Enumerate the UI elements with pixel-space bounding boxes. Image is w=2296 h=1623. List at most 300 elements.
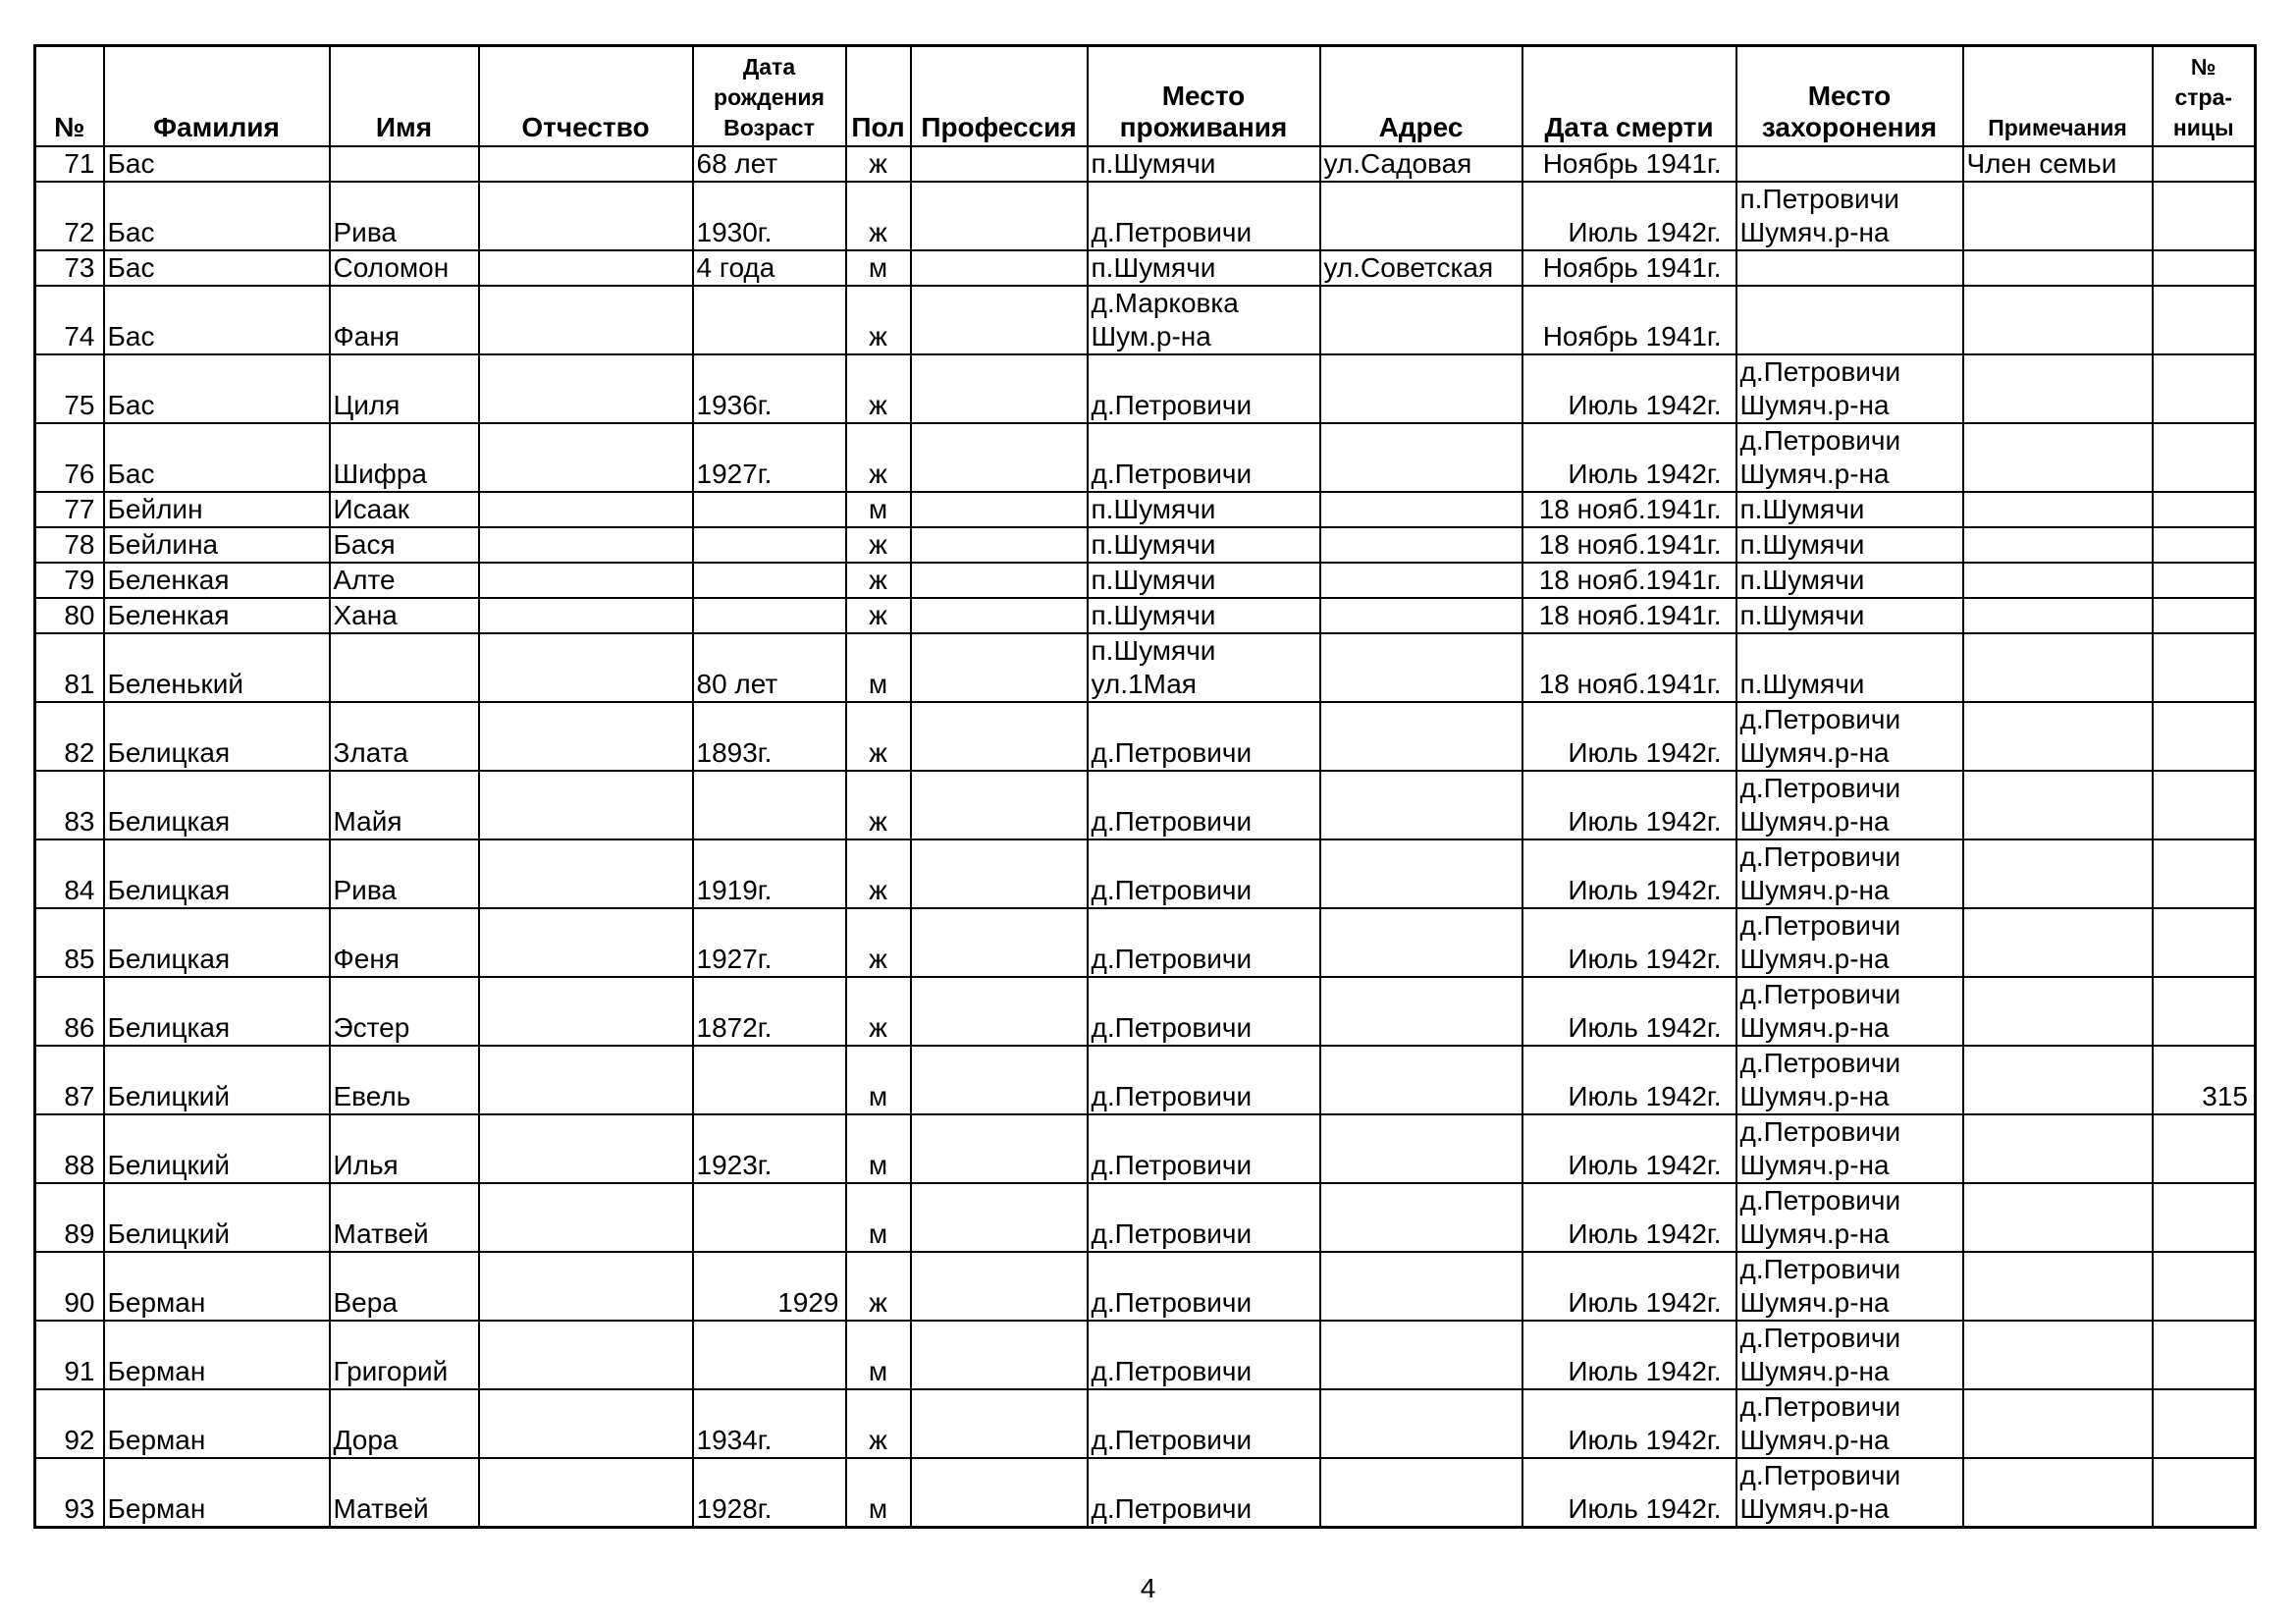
cell-patronymic [479, 354, 693, 423]
cell-address [1320, 354, 1522, 423]
table-row [35, 1252, 2256, 1321]
cell-patronymic [479, 598, 693, 633]
cell-patronymic [479, 1321, 693, 1389]
cell-surname: Бейлин [104, 492, 330, 527]
cell-notes [1963, 633, 2153, 702]
table-row [35, 839, 2256, 908]
cell-residence [1088, 1252, 1320, 1321]
table-row [35, 598, 2256, 633]
cell-page [2153, 1389, 2256, 1458]
cell-sex: ж [846, 527, 911, 563]
cell-page [2153, 146, 2256, 182]
cell-burial-line: Шумяч.р-на [1739, 806, 1890, 837]
table-row [35, 908, 2256, 977]
cell-burial [1736, 598, 1963, 633]
cell-address: ул.Советская [1320, 250, 1522, 286]
header-profession: Профессия [911, 46, 1088, 147]
cell-birth [693, 598, 846, 633]
cell-name: Хана [330, 598, 479, 633]
table-row [35, 1183, 2256, 1252]
cell-num: 74 [35, 286, 104, 354]
cell-burial [1736, 702, 1963, 771]
cell-sex: м [846, 633, 911, 702]
header-notes: Примечания [1963, 46, 2153, 147]
cell-birth [693, 1183, 846, 1252]
cell-patronymic [479, 977, 693, 1046]
cell-patronymic [479, 1183, 693, 1252]
cell-address [1320, 1389, 1522, 1458]
cell-profession [911, 492, 1088, 527]
cell-profession [911, 146, 1088, 182]
cell-residence-line: п.Шумячи [1091, 565, 1216, 595]
cell-burial-line: п.Шумячи [1739, 600, 1865, 630]
cell-burial [1736, 182, 1963, 250]
cell-patronymic [479, 1114, 693, 1183]
cell-death-date: 18 нояб.1941г. [1522, 527, 1736, 563]
cell-burial-line: Шумяч.р-на [1739, 217, 1890, 247]
cell-page [2153, 633, 2256, 702]
cell-page [2153, 598, 2256, 633]
cell-surname: Бейлина [104, 527, 330, 563]
cell-surname: Белицкий [104, 1046, 330, 1114]
cell-profession [911, 1183, 1088, 1252]
cell-address [1320, 771, 1522, 839]
cell-burial-line: п.Шумячи [1739, 529, 1865, 560]
cell-death-date: Июль 1942г. [1522, 839, 1736, 908]
cell-sex: м [846, 1046, 911, 1114]
cell-sex: ж [846, 598, 911, 633]
cell-birth: 1919г. [693, 839, 846, 908]
cell-sex: ж [846, 423, 911, 492]
cell-num: 71 [35, 146, 104, 182]
table-row [35, 354, 2256, 423]
cell-birth: 1928г. [693, 1458, 846, 1528]
cell-notes [1963, 908, 2153, 977]
cell-residence [1088, 1321, 1320, 1389]
cell-num: 79 [35, 563, 104, 598]
cell-sex: ж [846, 908, 911, 977]
cell-sex: м [846, 1183, 911, 1252]
cell-burial-line: п.Петровичи [1739, 184, 1899, 214]
cell-patronymic [479, 182, 693, 250]
cell-num: 76 [35, 423, 104, 492]
cell-notes [1963, 1252, 2153, 1321]
cell-notes [1963, 423, 2153, 492]
cell-address [1320, 563, 1522, 598]
cell-name [330, 146, 479, 182]
header-num: № [35, 46, 104, 147]
cell-page [2153, 1458, 2256, 1528]
cell-residence [1088, 1389, 1320, 1458]
cell-burial [1736, 771, 1963, 839]
header-birth: Дата рождения Возраст [693, 46, 846, 147]
cell-residence-line: п.Шумячи [1091, 252, 1216, 283]
cell-residence [1088, 771, 1320, 839]
cell-name: Илья [330, 1114, 479, 1183]
cell-residence [1088, 423, 1320, 492]
cell-name: Исаак [330, 492, 479, 527]
cell-page [2153, 908, 2256, 977]
cell-residence-line: д.Марковка [1091, 288, 1239, 318]
cell-surname: Бас [104, 354, 330, 423]
cell-burial-line: п.Шумячи [1739, 494, 1865, 524]
cell-page [2153, 563, 2256, 598]
cell-name: Соломон [330, 250, 479, 286]
cell-burial [1736, 1458, 1963, 1528]
cell-residence [1088, 286, 1320, 354]
cell-birth [693, 563, 846, 598]
cell-birth [693, 1046, 846, 1114]
cell-notes [1963, 527, 2153, 563]
cell-name: Матвей [330, 1183, 479, 1252]
cell-residence-line: д.Петровичи [1091, 1287, 1253, 1318]
cell-residence [1088, 250, 1320, 286]
cell-sex: м [846, 1321, 911, 1389]
cell-name: Бася [330, 527, 479, 563]
cell-residence [1088, 633, 1320, 702]
cell-surname: Бас [104, 146, 330, 182]
cell-burial [1736, 146, 1963, 182]
cell-address [1320, 839, 1522, 908]
cell-surname: Бас [104, 286, 330, 354]
cell-residence-line: д.Петровичи [1091, 944, 1253, 974]
cell-death-date: Июль 1942г. [1522, 1114, 1736, 1183]
cell-address [1320, 598, 1522, 633]
cell-sex: ж [846, 839, 911, 908]
header-pages: № стра- ницы [2153, 46, 2256, 147]
cell-surname: Берман [104, 1252, 330, 1321]
cell-profession [911, 1458, 1088, 1528]
cell-surname: Берман [104, 1389, 330, 1458]
cell-notes [1963, 250, 2153, 286]
cell-birth: 68 лет [693, 146, 846, 182]
cell-residence [1088, 1114, 1320, 1183]
cell-surname: Беленкая [104, 563, 330, 598]
cell-num: 82 [35, 702, 104, 771]
cell-profession [911, 771, 1088, 839]
cell-profession [911, 1046, 1088, 1114]
header-sex: Пол [846, 46, 911, 147]
cell-birth: 1934г. [693, 1389, 846, 1458]
header-residence: Место проживания [1088, 46, 1320, 147]
cell-name: Дора [330, 1389, 479, 1458]
table-body [35, 146, 2256, 1528]
cell-residence [1088, 839, 1320, 908]
cell-notes [1963, 702, 2153, 771]
cell-notes [1963, 1114, 2153, 1183]
cell-patronymic [479, 1458, 693, 1528]
cell-address [1320, 1183, 1522, 1252]
cell-birth [693, 286, 846, 354]
cell-burial-line: д.Петровичи [1739, 1323, 1901, 1353]
cell-name: Шифра [330, 423, 479, 492]
cell-patronymic [479, 527, 693, 563]
cell-surname: Беленький [104, 633, 330, 702]
cell-num: 93 [35, 1458, 104, 1528]
victims-table [33, 44, 2257, 1529]
cell-page [2153, 1321, 2256, 1389]
cell-death-date: Июль 1942г. [1522, 1046, 1736, 1114]
table-row [35, 977, 2256, 1046]
cell-num: 90 [35, 1252, 104, 1321]
cell-notes [1963, 286, 2153, 354]
cell-burial [1736, 1321, 1963, 1389]
cell-burial [1736, 423, 1963, 492]
cell-num: 83 [35, 771, 104, 839]
cell-sex: ж [846, 146, 911, 182]
cell-page [2153, 354, 2256, 423]
cell-residence-line: д.Петровичи [1091, 390, 1253, 420]
table-row [35, 492, 2256, 527]
cell-burial [1736, 250, 1963, 286]
cell-sex: ж [846, 702, 911, 771]
cell-profession [911, 839, 1088, 908]
table-row [35, 1046, 2256, 1114]
cell-profession [911, 423, 1088, 492]
cell-sex: ж [846, 1389, 911, 1458]
cell-burial-line: д.Петровичи [1739, 356, 1901, 387]
cell-birth: 80 лет [693, 633, 846, 702]
cell-name: Евель [330, 1046, 479, 1114]
cell-num: 75 [35, 354, 104, 423]
cell-notes [1963, 1458, 2153, 1528]
cell-death-date: 18 нояб.1941г. [1522, 563, 1736, 598]
cell-burial-line: д.Петровичи [1739, 1460, 1901, 1490]
cell-name: Рива [330, 839, 479, 908]
cell-page: 315 [2153, 1046, 2256, 1114]
cell-name: Циля [330, 354, 479, 423]
cell-num: 77 [35, 492, 104, 527]
cell-sex: м [846, 1114, 911, 1183]
table-row [35, 423, 2256, 492]
cell-profession [911, 1389, 1088, 1458]
cell-burial [1736, 563, 1963, 598]
table-row [35, 633, 2256, 702]
cell-residence [1088, 702, 1320, 771]
cell-death-date: Ноябрь 1941г. [1522, 250, 1736, 286]
cell-residence [1088, 563, 1320, 598]
cell-num: 81 [35, 633, 104, 702]
header-address: Адрес [1320, 46, 1522, 147]
cell-num: 78 [35, 527, 104, 563]
cell-death-date: Июль 1942г. [1522, 354, 1736, 423]
cell-address [1320, 423, 1522, 492]
cell-burial-line: Шумяч.р-на [1739, 1493, 1890, 1524]
cell-page [2153, 492, 2256, 527]
cell-birth: 1927г. [693, 423, 846, 492]
cell-birth [693, 1321, 846, 1389]
cell-birth: 1927г. [693, 908, 846, 977]
cell-notes [1963, 1046, 2153, 1114]
cell-patronymic [479, 492, 693, 527]
cell-surname: Белицкая [104, 908, 330, 977]
cell-birth: 1936г. [693, 354, 846, 423]
cell-num: 86 [35, 977, 104, 1046]
cell-notes [1963, 1321, 2153, 1389]
cell-num: 84 [35, 839, 104, 908]
cell-num: 87 [35, 1046, 104, 1114]
table-row [35, 146, 2256, 182]
cell-birth: 1872г. [693, 977, 846, 1046]
cell-patronymic [479, 1252, 693, 1321]
cell-burial [1736, 1252, 1963, 1321]
cell-notes [1963, 354, 2153, 423]
cell-sex: ж [846, 182, 911, 250]
cell-burial-line: Шумяч.р-на [1739, 390, 1890, 420]
cell-sex: м [846, 250, 911, 286]
cell-surname: Белицкая [104, 702, 330, 771]
cell-address [1320, 492, 1522, 527]
cell-residence [1088, 1183, 1320, 1252]
cell-burial-line: п.Шумячи [1739, 565, 1865, 595]
cell-residence-line: д.Петровичи [1091, 806, 1253, 837]
cell-burial [1736, 527, 1963, 563]
cell-page [2153, 250, 2256, 286]
cell-page [2153, 423, 2256, 492]
cell-name: Майя [330, 771, 479, 839]
cell-surname: Белицкая [104, 977, 330, 1046]
cell-residence-line: д.Петровичи [1091, 1012, 1253, 1043]
cell-burial [1736, 839, 1963, 908]
cell-residence-line: п.Шумячи [1091, 600, 1216, 630]
cell-num: 73 [35, 250, 104, 286]
cell-birth: 1893г. [693, 702, 846, 771]
table-row [35, 1458, 2256, 1528]
cell-death-date: Июль 1942г. [1522, 977, 1736, 1046]
cell-surname: Берман [104, 1321, 330, 1389]
cell-death-date: Июль 1942г. [1522, 1252, 1736, 1321]
cell-residence [1088, 1046, 1320, 1114]
cell-residence-line: д.Петровичи [1091, 1493, 1253, 1524]
cell-page [2153, 1252, 2256, 1321]
cell-burial-line: д.Петровичи [1739, 1116, 1901, 1147]
cell-residence [1088, 492, 1320, 527]
cell-page [2153, 182, 2256, 250]
cell-sex: м [846, 1458, 911, 1528]
table-row [35, 182, 2256, 250]
cell-profession [911, 977, 1088, 1046]
cell-residence-line: ул.1Мая [1091, 669, 1197, 699]
cell-profession [911, 598, 1088, 633]
cell-residence-line: п.Шумячи [1091, 635, 1216, 666]
cell-address [1320, 1321, 1522, 1389]
cell-burial [1736, 1114, 1963, 1183]
cell-residence [1088, 977, 1320, 1046]
cell-residence [1088, 598, 1320, 633]
table-row [35, 1321, 2256, 1389]
cell-surname: Берман [104, 1458, 330, 1528]
header-death: Дата смерти [1522, 46, 1736, 147]
cell-name: Фаня [330, 286, 479, 354]
cell-patronymic [479, 633, 693, 702]
header-patronymic: Отчество [479, 46, 693, 147]
cell-notes [1963, 1389, 2153, 1458]
cell-name: Рива [330, 182, 479, 250]
cell-page [2153, 839, 2256, 908]
cell-num: 72 [35, 182, 104, 250]
cell-burial-line: д.Петровичи [1739, 1254, 1901, 1284]
cell-name: Алте [330, 563, 479, 598]
cell-profession [911, 182, 1088, 250]
cell-death-date: Июль 1942г. [1522, 1458, 1736, 1528]
cell-residence-line: д.Петровичи [1091, 1218, 1253, 1249]
cell-name: Вера [330, 1252, 479, 1321]
table-row [35, 1389, 2256, 1458]
cell-notes [1963, 1183, 2153, 1252]
cell-residence-line: д.Петровичи [1091, 875, 1253, 905]
cell-birth [693, 492, 846, 527]
cell-burial [1736, 1046, 1963, 1114]
cell-sex: м [846, 492, 911, 527]
cell-burial-line: п.Шумячи [1739, 669, 1865, 699]
cell-num: 88 [35, 1114, 104, 1183]
table-row [35, 1114, 2256, 1183]
cell-name: Злата [330, 702, 479, 771]
cell-burial [1736, 1183, 1963, 1252]
cell-burial-line: Шумяч.р-на [1739, 459, 1890, 489]
cell-death-date: Июль 1942г. [1522, 1321, 1736, 1389]
cell-sex: ж [846, 977, 911, 1046]
cell-name: Матвей [330, 1458, 479, 1528]
cell-burial-line: д.Петровичи [1739, 841, 1901, 872]
cell-name: Феня [330, 908, 479, 977]
cell-residence-line: п.Шумячи [1091, 148, 1216, 179]
cell-address [1320, 527, 1522, 563]
page-number: 4 [1140, 1573, 1156, 1603]
cell-residence [1088, 354, 1320, 423]
cell-num: 85 [35, 908, 104, 977]
cell-burial-line: Шумяч.р-на [1739, 1218, 1890, 1249]
table-row [35, 702, 2256, 771]
cell-burial-line: д.Петровичи [1739, 979, 1901, 1009]
cell-burial-line: Шумяч.р-на [1739, 1081, 1890, 1111]
cell-address [1320, 286, 1522, 354]
cell-page [2153, 286, 2256, 354]
cell-burial [1736, 286, 1963, 354]
cell-address [1320, 1046, 1522, 1114]
cell-burial-line: Шумяч.р-на [1739, 1012, 1890, 1043]
cell-death-date: Июль 1942г. [1522, 423, 1736, 492]
cell-death-date: Июль 1942г. [1522, 908, 1736, 977]
cell-burial-line: Шумяч.р-на [1739, 1356, 1890, 1386]
cell-death-date: Июль 1942г. [1522, 1389, 1736, 1458]
cell-death-date: Ноябрь 1941г. [1522, 286, 1736, 354]
cell-patronymic [479, 1046, 693, 1114]
cell-page [2153, 1114, 2256, 1183]
cell-notes [1963, 977, 2153, 1046]
cell-page [2153, 1183, 2256, 1252]
cell-profession [911, 250, 1088, 286]
cell-sex: ж [846, 771, 911, 839]
cell-patronymic [479, 146, 693, 182]
cell-address [1320, 1114, 1522, 1183]
cell-birth: 1930г. [693, 182, 846, 250]
cell-residence-line: д.Петровичи [1091, 217, 1253, 247]
cell-patronymic [479, 908, 693, 977]
cell-profession [911, 1114, 1088, 1183]
cell-birth [693, 771, 846, 839]
cell-num: 91 [35, 1321, 104, 1389]
cell-burial-line: д.Петровичи [1739, 1391, 1901, 1422]
cell-num: 89 [35, 1183, 104, 1252]
cell-notes [1963, 492, 2153, 527]
cell-burial-line: Шумяч.р-на [1739, 944, 1890, 974]
cell-profession [911, 1252, 1088, 1321]
cell-sex: ж [846, 354, 911, 423]
cell-address [1320, 633, 1522, 702]
cell-residence [1088, 1458, 1320, 1528]
cell-page [2153, 527, 2256, 563]
